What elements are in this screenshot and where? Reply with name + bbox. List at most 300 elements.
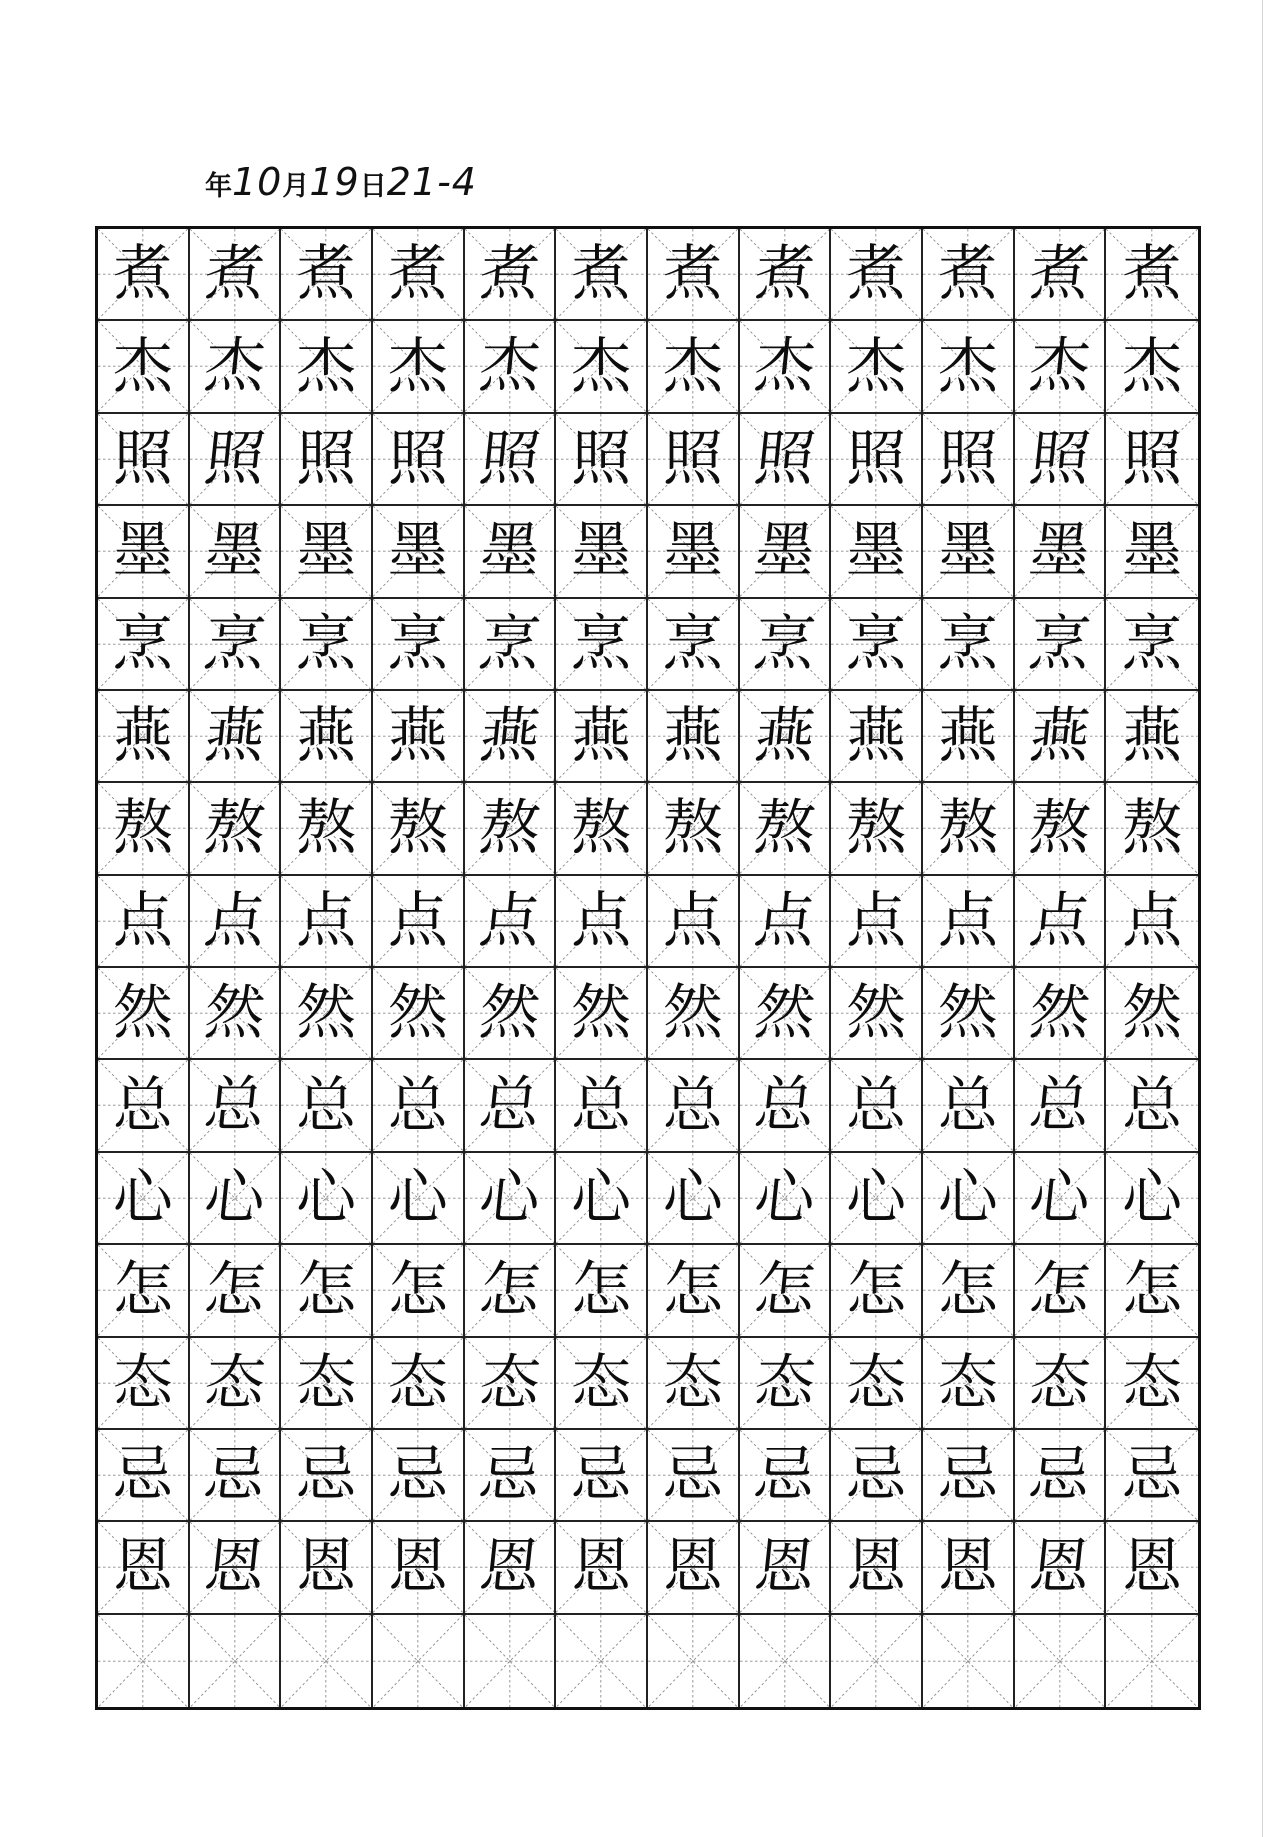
practice-character: 熬 [387, 793, 448, 864]
grid-cell [556, 1522, 648, 1614]
practice-character: 杰 [1122, 331, 1183, 402]
practice-character: 杰 [200, 331, 269, 402]
practice-character: 照 [571, 423, 632, 494]
practice-character: 恩 [296, 1532, 357, 1603]
practice-character: 杰 [1025, 331, 1094, 402]
grid-cell [190, 1338, 282, 1430]
grid-cell [98, 506, 190, 598]
practice-character: 然 [937, 978, 998, 1049]
grid-cell [98, 1522, 190, 1614]
grid-cell [923, 321, 1015, 413]
grid-cell [281, 414, 373, 506]
practice-character: 忌 [937, 1440, 998, 1511]
practice-character: 杰 [937, 331, 998, 402]
grid-cell [648, 414, 740, 506]
grid-cell [923, 599, 1015, 691]
grid-cell [740, 1430, 832, 1522]
practice-character: 熬 [1025, 793, 1094, 864]
practice-character: 心 [475, 1162, 544, 1233]
cell-guide-lines [373, 1615, 463, 1707]
grid-cell [1106, 1522, 1198, 1614]
practice-character: 照 [846, 423, 907, 494]
grid-cell [1015, 1060, 1107, 1152]
practice-character: 忌 [1122, 1440, 1183, 1511]
grid-cell [556, 414, 648, 506]
practice-character: 心 [112, 1162, 173, 1233]
grid-cell [648, 783, 740, 875]
practice-character: 忌 [296, 1440, 357, 1511]
grid-cell [923, 1615, 1015, 1707]
practice-character: 忌 [387, 1440, 448, 1511]
grid-cell [465, 414, 557, 506]
practice-character: 燕 [750, 701, 819, 772]
practice-character: 煮 [200, 239, 269, 310]
grid-cell [190, 1522, 282, 1614]
practice-character: 墨 [1122, 516, 1183, 587]
cell-guide-lines [465, 1615, 555, 1707]
grid-cell [190, 691, 282, 783]
grid-cell [98, 968, 190, 1060]
practice-character: 恩 [571, 1532, 632, 1603]
grid-cell [1015, 1615, 1107, 1707]
practice-character: 照 [750, 423, 819, 494]
practice-character: 心 [750, 1162, 819, 1233]
practice-character: 燕 [200, 701, 269, 772]
practice-character: 忌 [662, 1440, 723, 1511]
grid-cell [923, 783, 1015, 875]
practice-character: 墨 [296, 516, 357, 587]
practice-character: 怎 [750, 1255, 819, 1326]
practice-character: 煮 [1025, 239, 1094, 310]
practice-character: 恩 [387, 1532, 448, 1603]
practice-character: 杰 [387, 331, 448, 402]
cell-guide-lines [648, 1615, 738, 1707]
grid-cell [190, 599, 282, 691]
grid-cell [190, 1060, 282, 1152]
grid-cell [740, 1338, 832, 1430]
grid-cell [98, 1338, 190, 1430]
grid-cell [1106, 321, 1198, 413]
grid-cell [1015, 968, 1107, 1060]
grid-cell [648, 1615, 740, 1707]
practice-character: 照 [387, 423, 448, 494]
grid-cell [1015, 1338, 1107, 1430]
grid-cell [373, 691, 465, 783]
grid-cell [740, 1615, 832, 1707]
grid-cell [281, 876, 373, 968]
grid-cell [98, 229, 190, 321]
grid-cell [98, 1060, 190, 1152]
practice-character: 态 [846, 1347, 907, 1418]
grid-cell [831, 691, 923, 783]
grid-cell [1106, 968, 1198, 1060]
practice-character: 烹 [571, 608, 632, 679]
grid-cell [98, 1615, 190, 1707]
page-note: 21-4 [386, 160, 477, 204]
grid-cell [465, 783, 557, 875]
grid-cell [190, 229, 282, 321]
practice-character: 墨 [937, 516, 998, 587]
grid-cell [465, 229, 557, 321]
practice-character: 照 [662, 423, 723, 494]
practice-character: 熬 [112, 793, 173, 864]
grid-cell [648, 506, 740, 598]
grid-cell [923, 1338, 1015, 1430]
grid-cell [1106, 1615, 1198, 1707]
practice-character: 烹 [1122, 608, 1183, 679]
grid-cell [831, 1522, 923, 1614]
practice-character: 杰 [296, 331, 357, 402]
grid-cell [465, 968, 557, 1060]
practice-character: 墨 [846, 516, 907, 587]
grid-cell [831, 1060, 923, 1152]
grid-cell [190, 876, 282, 968]
grid-cell [1015, 783, 1107, 875]
cell-guide-lines [556, 1615, 646, 1707]
grid-cell [923, 506, 1015, 598]
practice-character: 然 [475, 978, 544, 1049]
practice-character: 态 [112, 1347, 173, 1418]
grid-cell [465, 1060, 557, 1152]
grid-cell [740, 783, 832, 875]
practice-character: 恩 [1122, 1532, 1183, 1603]
practice-sheet [95, 226, 1201, 1710]
grid-cell [98, 691, 190, 783]
cell-guide-lines [98, 1615, 188, 1707]
practice-character: 墨 [571, 516, 632, 587]
grid-cell [1106, 414, 1198, 506]
cell-guide-lines [1106, 1615, 1198, 1707]
grid-cell [1015, 321, 1107, 413]
grid-cell [923, 229, 1015, 321]
practice-character: 忌 [200, 1440, 269, 1511]
grid-cell [556, 506, 648, 598]
grid-cell [740, 229, 832, 321]
practice-character: 总 [112, 1070, 173, 1141]
practice-character: 态 [662, 1347, 723, 1418]
grid-cell [190, 783, 282, 875]
practice-character: 墨 [200, 516, 269, 587]
grid-cell [648, 968, 740, 1060]
practice-character: 态 [296, 1347, 357, 1418]
practice-character: 点 [846, 885, 907, 956]
grid-cell [556, 1338, 648, 1430]
practice-character: 心 [571, 1162, 632, 1233]
practice-character: 墨 [112, 516, 173, 587]
practice-character: 点 [937, 885, 998, 956]
grid-cell [923, 414, 1015, 506]
grid-cell [98, 1430, 190, 1522]
practice-character: 杰 [846, 331, 907, 402]
practice-character: 照 [112, 423, 173, 494]
practice-character: 恩 [846, 1532, 907, 1603]
practice-character: 煮 [846, 239, 907, 310]
grid-cell [648, 691, 740, 783]
grid-cell [831, 1245, 923, 1337]
grid-cell [923, 1522, 1015, 1614]
grid-cell [465, 1615, 557, 1707]
practice-character: 烹 [662, 608, 723, 679]
grid-cell [923, 1245, 1015, 1337]
practice-character: 燕 [846, 701, 907, 772]
grid-cell [740, 1522, 832, 1614]
grid-cell [190, 1245, 282, 1337]
grid-cell [373, 1060, 465, 1152]
practice-character: 态 [475, 1347, 544, 1418]
practice-character: 然 [662, 978, 723, 1049]
practice-character: 熬 [750, 793, 819, 864]
practice-character: 煮 [750, 239, 819, 310]
grid-cell [465, 599, 557, 691]
cell-guide-lines [740, 1615, 830, 1707]
grid-cell [465, 1153, 557, 1245]
practice-character: 点 [750, 885, 819, 956]
grid-cell [281, 229, 373, 321]
grid-cell [281, 321, 373, 413]
practice-character: 熬 [846, 793, 907, 864]
grid-cell [190, 1153, 282, 1245]
grid-cell [1015, 414, 1107, 506]
practice-character: 然 [296, 978, 357, 1049]
grid-cell [281, 783, 373, 875]
grid-cell [648, 1153, 740, 1245]
practice-character: 心 [296, 1162, 357, 1233]
grid-cell [373, 876, 465, 968]
cell-guide-lines [190, 1615, 280, 1707]
practice-character: 总 [937, 1070, 998, 1141]
practice-character: 点 [112, 885, 173, 956]
grid-cell [831, 968, 923, 1060]
practice-character: 杰 [662, 331, 723, 402]
grid-cell [1106, 876, 1198, 968]
practice-character: 燕 [937, 701, 998, 772]
practice-character: 杰 [112, 331, 173, 402]
practice-character: 煮 [571, 239, 632, 310]
grid-cell [831, 506, 923, 598]
practice-character: 烹 [200, 608, 269, 679]
practice-character: 点 [1025, 885, 1094, 956]
practice-character: 燕 [296, 701, 357, 772]
grid-cell [648, 229, 740, 321]
grid-cell [556, 1060, 648, 1152]
practice-character: 熬 [571, 793, 632, 864]
grid-cell [648, 1338, 740, 1430]
practice-character: 总 [1025, 1070, 1094, 1141]
grid-cell [465, 321, 557, 413]
practice-character: 熬 [200, 793, 269, 864]
practice-character: 总 [1122, 1070, 1183, 1141]
practice-character: 心 [200, 1162, 269, 1233]
grid-cell [648, 1430, 740, 1522]
grid-cell [648, 876, 740, 968]
practice-character: 烹 [846, 608, 907, 679]
grid-cell [1015, 599, 1107, 691]
practice-character: 燕 [475, 701, 544, 772]
grid-cell [373, 783, 465, 875]
grid-cell [1106, 229, 1198, 321]
grid-cell [281, 599, 373, 691]
practice-character: 忌 [571, 1440, 632, 1511]
practice-character: 燕 [571, 701, 632, 772]
grid-cell [281, 1153, 373, 1245]
practice-character: 墨 [750, 516, 819, 587]
character-grid [98, 229, 1198, 1707]
practice-character: 恩 [750, 1532, 819, 1603]
grid-cell [465, 506, 557, 598]
grid-cell [1106, 1338, 1198, 1430]
practice-character: 燕 [112, 701, 173, 772]
practice-character: 燕 [387, 701, 448, 772]
practice-character: 点 [475, 885, 544, 956]
practice-character: 心 [662, 1162, 723, 1233]
grid-cell [556, 876, 648, 968]
grid-cell [373, 414, 465, 506]
grid-cell [1015, 1430, 1107, 1522]
grid-cell [281, 1338, 373, 1430]
practice-character: 忌 [112, 1440, 173, 1511]
grid-cell [556, 599, 648, 691]
practice-character: 燕 [662, 701, 723, 772]
grid-cell [465, 1245, 557, 1337]
grid-cell [740, 876, 832, 968]
grid-cell [740, 321, 832, 413]
grid-cell [281, 506, 373, 598]
page-edge-line [1262, 0, 1263, 1837]
grid-cell [373, 321, 465, 413]
grid-cell [831, 876, 923, 968]
grid-cell [373, 229, 465, 321]
practice-character: 忌 [1025, 1440, 1094, 1511]
grid-cell [190, 1430, 282, 1522]
grid-cell [465, 1338, 557, 1430]
grid-cell [831, 783, 923, 875]
grid-cell [740, 691, 832, 783]
grid-cell [190, 414, 282, 506]
practice-character: 杰 [571, 331, 632, 402]
practice-character: 忌 [475, 1440, 544, 1511]
grid-cell [281, 1522, 373, 1614]
grid-cell [923, 691, 1015, 783]
practice-character: 点 [387, 885, 448, 956]
grid-cell [281, 1615, 373, 1707]
grid-cell [1015, 1522, 1107, 1614]
practice-character: 心 [937, 1162, 998, 1233]
grid-cell [648, 1245, 740, 1337]
grid-cell [98, 414, 190, 506]
grid-cell [373, 599, 465, 691]
practice-character: 然 [571, 978, 632, 1049]
practice-character: 然 [1025, 978, 1094, 1049]
grid-cell [1106, 506, 1198, 598]
year-label: 年 [205, 171, 232, 202]
grid-cell [98, 876, 190, 968]
practice-character: 燕 [1025, 701, 1094, 772]
practice-character: 烹 [750, 608, 819, 679]
grid-cell [923, 876, 1015, 968]
grid-cell [465, 1430, 557, 1522]
practice-character: 心 [387, 1162, 448, 1233]
grid-cell [1106, 783, 1198, 875]
practice-character: 杰 [750, 331, 819, 402]
grid-cell [1015, 229, 1107, 321]
practice-character: 熬 [937, 793, 998, 864]
month-value: 10 [232, 160, 283, 204]
grid-cell [98, 321, 190, 413]
practice-character: 恩 [662, 1532, 723, 1603]
practice-character: 墨 [1025, 516, 1094, 587]
grid-cell [831, 599, 923, 691]
grid-cell [1015, 506, 1107, 598]
practice-character: 点 [1122, 885, 1183, 956]
grid-cell [740, 968, 832, 1060]
practice-character: 烹 [1025, 608, 1094, 679]
practice-character: 怎 [662, 1255, 723, 1326]
cell-guide-lines [281, 1615, 371, 1707]
practice-character: 怎 [296, 1255, 357, 1326]
practice-character: 墨 [475, 516, 544, 587]
practice-character: 怎 [1025, 1255, 1094, 1326]
grid-cell [831, 321, 923, 413]
practice-character: 心 [846, 1162, 907, 1233]
practice-character: 烹 [475, 608, 544, 679]
grid-cell [373, 506, 465, 598]
practice-character: 态 [937, 1347, 998, 1418]
grid-cell [831, 1615, 923, 1707]
practice-character: 怎 [937, 1255, 998, 1326]
grid-cell [190, 506, 282, 598]
practice-character: 点 [296, 885, 357, 956]
practice-character: 点 [662, 885, 723, 956]
grid-cell [556, 229, 648, 321]
grid-cell [831, 229, 923, 321]
grid-cell [648, 1060, 740, 1152]
grid-cell [1106, 599, 1198, 691]
grid-cell [556, 691, 648, 783]
practice-character: 然 [387, 978, 448, 1049]
grid-cell [740, 1245, 832, 1337]
practice-character: 心 [1122, 1162, 1183, 1233]
practice-character: 怎 [846, 1255, 907, 1326]
grid-cell [740, 506, 832, 598]
practice-character: 杰 [475, 331, 544, 402]
grid-cell [1015, 1245, 1107, 1337]
grid-cell [831, 1153, 923, 1245]
practice-character: 烹 [296, 608, 357, 679]
grid-cell [923, 1060, 1015, 1152]
grid-cell [281, 1060, 373, 1152]
practice-character: 恩 [200, 1532, 269, 1603]
practice-character: 总 [750, 1070, 819, 1141]
practice-character: 照 [475, 423, 544, 494]
grid-cell [190, 321, 282, 413]
practice-character: 总 [200, 1070, 269, 1141]
grid-cell [281, 1430, 373, 1522]
practice-character: 态 [1025, 1347, 1094, 1418]
practice-character: 点 [200, 885, 269, 956]
grid-cell [1106, 1430, 1198, 1522]
practice-character: 总 [387, 1070, 448, 1141]
grid-cell [1106, 1245, 1198, 1337]
practice-character: 然 [1122, 978, 1183, 1049]
month-label: 月 [282, 171, 310, 202]
grid-cell [831, 1430, 923, 1522]
practice-character: 煮 [937, 239, 998, 310]
grid-cell [923, 1430, 1015, 1522]
grid-cell [648, 1522, 740, 1614]
practice-character: 怎 [112, 1255, 173, 1326]
practice-character: 煮 [112, 239, 173, 310]
grid-cell [373, 1522, 465, 1614]
